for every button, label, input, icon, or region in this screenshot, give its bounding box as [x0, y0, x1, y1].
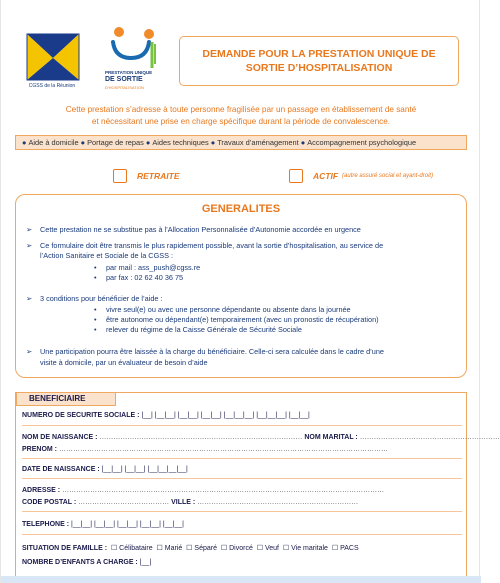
bullet-icon: • — [94, 315, 97, 324]
intro-text — [21, 104, 461, 128]
situation-option[interactable]: ☐ PACS — [329, 545, 359, 552]
mail-line — [94, 263, 200, 273]
adresse-label: ADRESSE : — [22, 487, 61, 494]
generalites-box — [15, 194, 467, 378]
prenom-row[interactable] — [22, 446, 388, 453]
divider — [22, 511, 462, 512]
situation-label: SITUATION DE FAMILLE : — [22, 545, 108, 552]
item-text-cont: l’Action Sanitaire et Sociale de la CGSS : — [40, 251, 174, 260]
divider — [22, 478, 462, 479]
enfants-label: NOMBRE D’ENFANTS A CHARGE : — [22, 559, 138, 566]
intro-line-1: Cette prestation s’adresse à toute personne fragilisée par un passage en établissement de santé — [65, 105, 417, 114]
telephone-boxes[interactable]: |__|__| |__|__| |__|__| |__|__| |__|__| — [71, 521, 184, 528]
nom-naissance-label: NOM DE NAISSANCE : — [22, 434, 98, 441]
title-line-1: DEMANDE POUR LA PRESTATION UNIQUE DE — [202, 48, 436, 60]
bullet-icon: • — [94, 263, 97, 272]
arrow-bullet-icon: ➢ — [26, 347, 33, 356]
condition-line — [94, 305, 351, 315]
push-logo-line2: DE SORTIE — [105, 76, 143, 83]
enfants-row[interactable] — [22, 559, 151, 566]
beneficiaire-tab: BENEFICIAIRE — [16, 392, 116, 406]
page-title — [179, 36, 459, 86]
beneficiaire-section — [15, 392, 500, 578]
generalites-item — [26, 225, 361, 235]
bullet-icon: ● — [22, 138, 27, 147]
item-text: Cette prestation ne se substitue pas à l’Allocation Personnalisée d’Autonomie accordée en urgence — [40, 225, 361, 234]
enfants-boxes[interactable]: |__| — [139, 559, 152, 566]
viewer-bottom-bar — [1, 576, 481, 583]
divider — [22, 425, 462, 426]
nss-label: NUMERO DE SECURITE SOCIALE : — [22, 412, 140, 419]
nss-boxes[interactable]: |__| |__|__| |__|__| |__|__| |__|__|__| |__|__|__| |__|__| — [141, 412, 310, 419]
situation-option[interactable]: ☐ Séparé — [184, 545, 217, 552]
generalites-item — [26, 347, 384, 357]
actif-note: (autre assuré social et ayant-droit) — [342, 173, 434, 179]
service-item: Aide à domicile — [28, 138, 79, 147]
option-label: Divorcé — [229, 545, 253, 552]
title-line-2: SORTIE D’HOSPITALISATION — [245, 62, 393, 74]
cgss-logo — [23, 28, 81, 90]
choice-retraite[interactable] — [113, 168, 180, 184]
push-logo-line3: D'HOSPITALISATION — [105, 85, 144, 90]
divider — [22, 458, 462, 459]
situation-row — [22, 544, 359, 552]
bullet-icon: • — [94, 325, 97, 334]
ville-label: VILLE : — [171, 499, 196, 506]
arrow-bullet-icon: ➢ — [26, 241, 33, 250]
nom-row[interactable] — [22, 434, 500, 441]
nss-row[interactable] — [22, 412, 310, 419]
fax-text: par fax : 02 62 40 36 75 — [106, 273, 184, 282]
cp-ville-row[interactable] — [22, 499, 358, 506]
actif-label: ACTIF — [313, 171, 339, 181]
push-logo-line1: PRESTATION UNIQUE — [105, 70, 153, 75]
option-label: PACS — [340, 545, 359, 552]
intro-line-2: et nécessitant une prise en charge spécifique durant la période de convalescence. — [91, 117, 391, 126]
code-postal-label: CODE POSTAL : — [22, 499, 77, 506]
nom-naissance-field[interactable]: …………………………………………………………………………… — [99, 434, 303, 441]
nom-marital-label: NOM MARITAL : — [304, 434, 358, 441]
condition-text: vivre seul(e) ou avec une personne dépendante ou absente dans la journée — [106, 305, 351, 314]
condition-line — [94, 325, 302, 335]
adresse-row[interactable] — [22, 487, 384, 494]
condition-text: être autonome ou dépendant(e) temporairement (avec un pronostic de récupération) — [106, 315, 379, 324]
cgss-logo-label: CGSS de la Réunion — [28, 83, 76, 89]
item-text-cont: visite à domicile, par un évaluateur de besoin d’aide — [40, 358, 208, 367]
arrow-bullet-icon: ➢ — [26, 294, 33, 303]
bullet-icon: ● — [300, 138, 306, 147]
telephone-row[interactable] — [22, 521, 184, 528]
bullet-icon: • — [94, 305, 97, 314]
push-logo — [105, 24, 161, 92]
service-item: Aides techniques — [152, 138, 209, 147]
generalites-title: GENERALITES — [201, 203, 281, 215]
telephone-label: TELEPHONE : — [22, 521, 70, 528]
situation-option[interactable]: ☐ Divorcé — [218, 545, 253, 552]
situation-option[interactable]: ☐ Vie maritale — [280, 545, 328, 552]
actif-checkbox[interactable] — [289, 169, 303, 183]
item-text: Une participation pourra être laissée à la charge du bénéficiaire. Celle-ci sera calculée dans le cadre d’une — [40, 347, 384, 356]
prenom-field[interactable]: …………………………………………………………………………………………………………………………… — [58, 446, 388, 453]
ville-field[interactable]: …………………………………………………………… — [197, 499, 359, 506]
situation-option[interactable]: ☐ Veuf — [254, 545, 279, 552]
bullet-icon: ● — [210, 138, 216, 147]
adresse-field[interactable]: ………………………………………………………………………………………………………………………… — [62, 487, 385, 494]
option-label: Séparé — [194, 545, 217, 552]
situation-option[interactable]: ☐ Célibataire — [109, 545, 153, 552]
item-text: Ce formulaire doit être transmis le plus rapidement possible, avant la sortie d’hospitalisation, au service de — [40, 241, 384, 250]
services-bar — [15, 135, 467, 150]
bullet-icon: ● — [145, 138, 151, 147]
generalites-item — [26, 294, 163, 304]
condition-text: relever du régime de la Caisse Générale de Sécurité Sociale — [106, 325, 302, 334]
nom-marital-field[interactable]: …………………………………………………… — [359, 434, 500, 441]
choice-actif[interactable] — [289, 168, 433, 184]
service-item: Accompagnement psychologique — [307, 138, 417, 147]
option-label: Célibataire — [119, 545, 153, 552]
date-naissance-boxes[interactable]: |__|__| |__|__| |__|__|__|__| — [101, 466, 188, 473]
generalites-item — [26, 241, 383, 251]
bullet-icon: ● — [80, 138, 86, 147]
situation-option[interactable]: ☐ Marié — [154, 545, 183, 552]
retraite-label: RETRAITE — [137, 171, 180, 181]
arrow-bullet-icon: ➢ — [26, 225, 33, 234]
date-naissance-label: DATE DE NAISSANCE : — [22, 466, 100, 473]
mail-text: par mail : ass_push@cgss.re — [106, 263, 201, 272]
service-item: Travaux d’aménagement — [217, 138, 299, 147]
option-label: Veuf — [264, 545, 279, 552]
code-postal-field[interactable]: ………………………………… — [78, 499, 170, 506]
option-label: Marié — [164, 545, 183, 552]
divider — [22, 534, 462, 535]
retraite-checkbox[interactable] — [113, 169, 127, 183]
prenom-label: PRENOM : — [22, 446, 57, 453]
service-item: Portage de repas — [87, 138, 144, 147]
condition-line — [94, 315, 379, 325]
date-naissance-row[interactable] — [22, 466, 188, 473]
item-text: 3 conditions pour bénéficier de l’aide : — [40, 294, 163, 303]
option-label: Vie maritale — [291, 545, 328, 552]
bullet-icon: • — [94, 273, 97, 282]
fax-line — [94, 273, 183, 283]
